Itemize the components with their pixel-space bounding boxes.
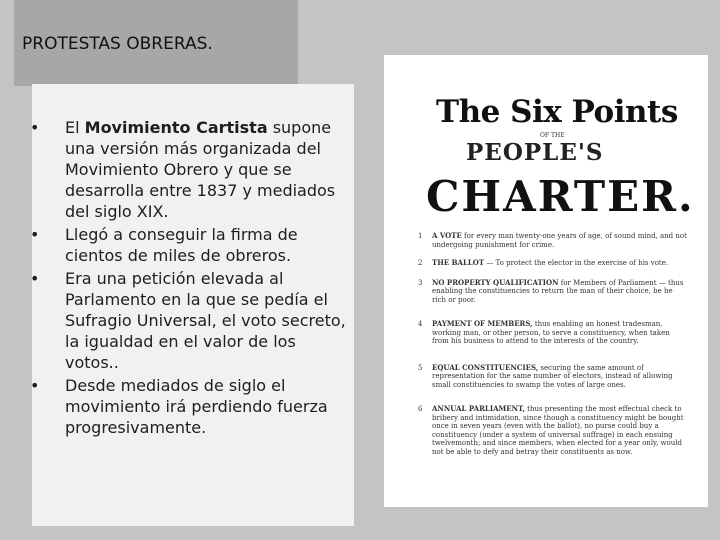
bullet-text: Llegó a conseguir la firma de cientos de miles de obreros. <box>65 225 298 265</box>
poster-point-head: PAYMENT OF MEMBERS, <box>432 319 533 328</box>
poster-point <box>418 320 688 346</box>
poster-point-text: securing the same amount of representation for the same number of electors, instead of allowing small constituencies to swamp the votes of large ones. <box>432 363 673 389</box>
poster-point <box>418 232 688 249</box>
bullet-dot-icon: • <box>30 376 40 395</box>
poster-point-head: THE BALLOT <box>432 258 485 267</box>
poster-subtitle: PEOPLE'S <box>466 139 604 166</box>
poster-point-head: ANNUAL PARLIAMENT, <box>432 404 525 413</box>
poster-point-text: thus presenting the most effectual check to bribery and intimidation, since though a constituency might be bought once in seven years (even with the ballot), no purse could buy a constituency (under a system of universal suffrage) in each ensuing twelvemonth; and since members, when elected for a year only, would not be able to defy and betray their constituents as now. <box>432 405 684 456</box>
bullet-text: Desde mediados de siglo el movimiento irá perdiendo fuerza progresivamente. <box>65 376 328 437</box>
poster-point-head: A VOTE <box>432 231 462 240</box>
poster-point-number: 4 <box>418 320 423 328</box>
poster-point-number: 5 <box>418 363 423 372</box>
bullet-text-bold: Movimiento Cartista <box>84 118 268 137</box>
bullet-text-prefix: El <box>65 118 85 137</box>
poster-point <box>418 259 688 268</box>
poster-point <box>418 279 688 305</box>
poster-point <box>418 405 688 456</box>
bullet-item <box>32 224 354 266</box>
poster-point-number: 1 <box>418 232 423 240</box>
poster-point-text: for Members of Parliament — thus enabling the constituencies to return the man of their choice, be he rich or poor. <box>432 278 684 304</box>
poster-points-list <box>418 232 688 456</box>
bullet-item <box>32 117 354 222</box>
bullet-text: supone una versión más organizada del Movimiento Obrero y que se desarrolla entre 1837 y mediados del siglo XIX. <box>65 118 336 221</box>
slide-title: PROTESTAS OBRERAS. <box>22 34 213 54</box>
charter-poster-image <box>384 55 708 507</box>
poster-point <box>418 364 688 390</box>
bullet-dot-icon: • <box>30 225 40 244</box>
bullet-item <box>32 268 354 373</box>
poster-point-number: 2 <box>418 259 423 267</box>
poster-point-text: thus enabling an honest tradesman, working man, or other person, to serve a constituency, when taken from his business to attend to the interests of the country. <box>432 320 670 345</box>
bullet-dot-icon: • <box>30 118 40 137</box>
poster-point-head: EQUAL CONSTITUENCIES, <box>432 362 539 372</box>
bullet-item <box>32 375 354 438</box>
bullet-text: Era una petición elevada al Parlamento en la que se pedía el Sufragio Universal, el voto secreto, la igualdad en el valor de los votos.. <box>65 269 346 372</box>
bullet-dot-icon: • <box>30 269 40 288</box>
poster-title: The Six Points <box>436 94 678 130</box>
bullet-list <box>32 117 354 440</box>
poster-point-text: — To protect the elector in the exercise of his vote. <box>484 259 669 267</box>
poster-point-text: for every man twenty-one years of age, of sound mind, and not undergoing punishment for crime. <box>432 232 687 249</box>
poster-point-head: NO PROPERTY QUALIFICATION <box>432 277 559 287</box>
poster-point-number: 3 <box>418 278 423 287</box>
poster-point-number: 6 <box>418 405 423 413</box>
poster-heading: CHARTER. <box>426 172 695 221</box>
poster-title-of: OF THE <box>540 132 565 139</box>
content-panel <box>32 84 354 526</box>
